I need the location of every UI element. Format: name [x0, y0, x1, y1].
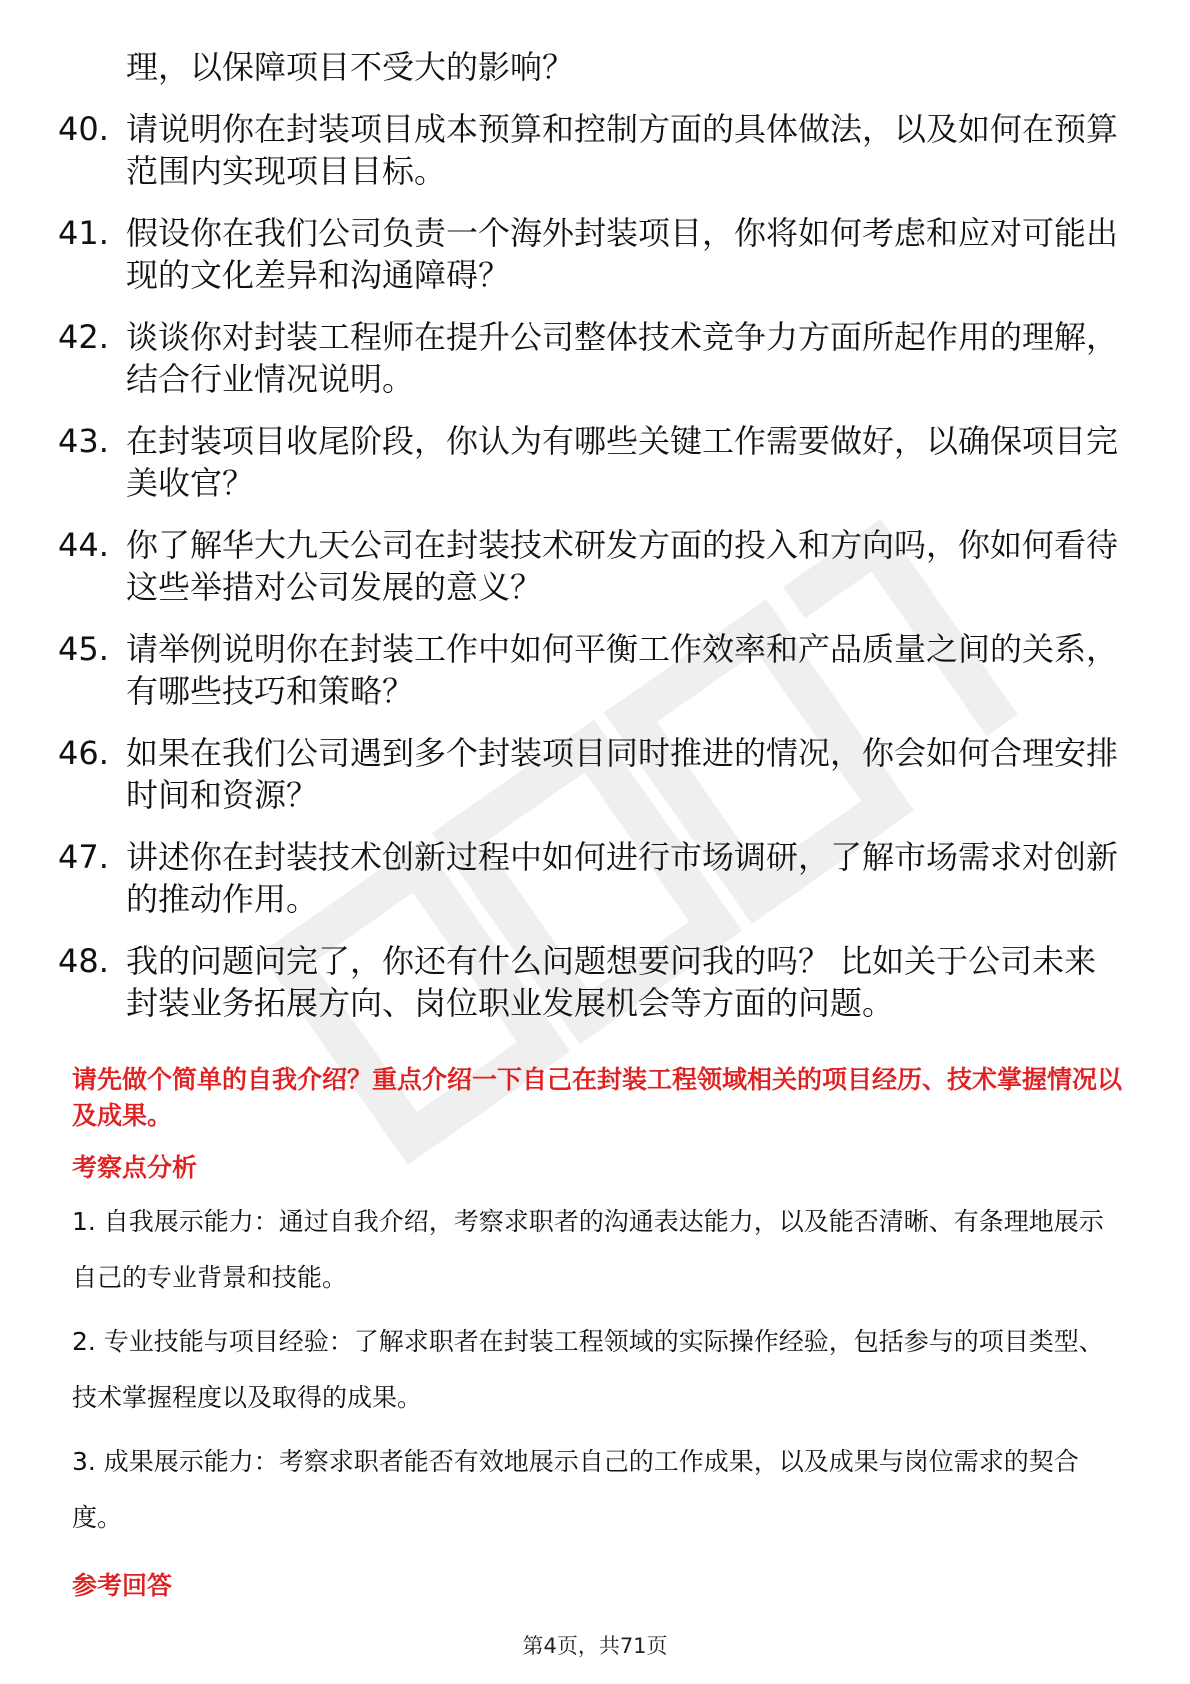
- page-footer: 第4页，共71页: [522, 1634, 668, 1658]
- question-number: 42.: [58, 318, 109, 356]
- analysis-point: 2. 专业技能与项目经验：了解求职者在封装工程领域的实际操作经验，包括参与的项目类型、技术掌握程度以及取得的成果。: [72, 1327, 1104, 1412]
- question-number: 41.: [58, 214, 109, 252]
- question-item: [58, 108, 1118, 192]
- question-item: [58, 316, 1118, 400]
- section-heading: 请先做个简单的自我介绍？重点介绍一下自己在封装工程领域相关的项目经历、技术掌握情况以及成果。: [72, 1065, 1123, 1130]
- question-item: [58, 836, 1118, 920]
- question-item: [58, 212, 1118, 296]
- question-text: 我的问题问完了，你还有什么问题想要问我的吗？ 比如关于公司未来封装业务拓展方向、岗位职业发展机会等方面的问题。: [126, 942, 1097, 1022]
- question-item: [58, 524, 1118, 608]
- analysis-title: 考察点分析: [72, 1153, 198, 1182]
- question-number: 40.: [58, 110, 109, 148]
- question-text: 在封装项目收尾阶段，你认为有哪些关键工作需要做好，以确保项目完美收官？: [126, 422, 1119, 502]
- analysis-point: 3. 成果展示能力：考察求职者能否有效地展示自己的工作成果，以及成果与岗位需求的契合度。: [72, 1447, 1079, 1532]
- question-text: 假设你在我们公司负责一个海外封装项目，你将如何考虑和应对可能出现的文化差异和沟通障碍？: [126, 214, 1119, 294]
- question-number: 44.: [58, 526, 109, 564]
- question-item: [58, 628, 1118, 712]
- question-text: 讲述你在封装技术创新过程中如何进行市场调研，了解市场需求对创新的推动作用。: [126, 838, 1119, 918]
- analysis-point: 1. 自我展示能力：通过自我介绍，考察求职者的沟通表达能力，以及能否清晰、有条理地展示自己的专业背景和技能。: [72, 1207, 1104, 1292]
- question-text: 如果在我们公司遇到多个封装项目同时推进的情况，你会如何合理安排时间和资源？: [126, 734, 1119, 814]
- question-text: 请举例说明你在封装工作中如何平衡工作效率和产品质量之间的关系，有哪些技巧和策略？: [126, 630, 1119, 710]
- question-number: 48.: [58, 942, 109, 980]
- question-number: 45.: [58, 630, 109, 668]
- question-item: [58, 940, 1118, 1024]
- reference-answer-title: 参考回答: [72, 1571, 173, 1600]
- question-text: 谈谈你对封装工程师在提升公司整体技术竞争力方面所起作用的理解，结合行业情况说明。: [126, 318, 1119, 398]
- answer-section: [72, 1062, 1122, 1604]
- question-text: 你了解华大九天公司在封装技术研发方面的投入和方向吗，你如何看待这些举措对公司发展的意义？: [126, 526, 1119, 606]
- question-number: 46.: [58, 734, 109, 772]
- question-number: 47.: [58, 838, 109, 876]
- question-item: [58, 420, 1118, 504]
- question-text: 请说明你在封装项目成本预算和控制方面的具体做法，以及如何在预算范围内实现项目目标。: [126, 110, 1119, 190]
- question-item: [58, 732, 1118, 816]
- question-list: [58, 46, 1118, 1044]
- question-continuation: 理，以保障项目不受大的影响？: [126, 48, 575, 86]
- question-number: 43.: [58, 422, 109, 460]
